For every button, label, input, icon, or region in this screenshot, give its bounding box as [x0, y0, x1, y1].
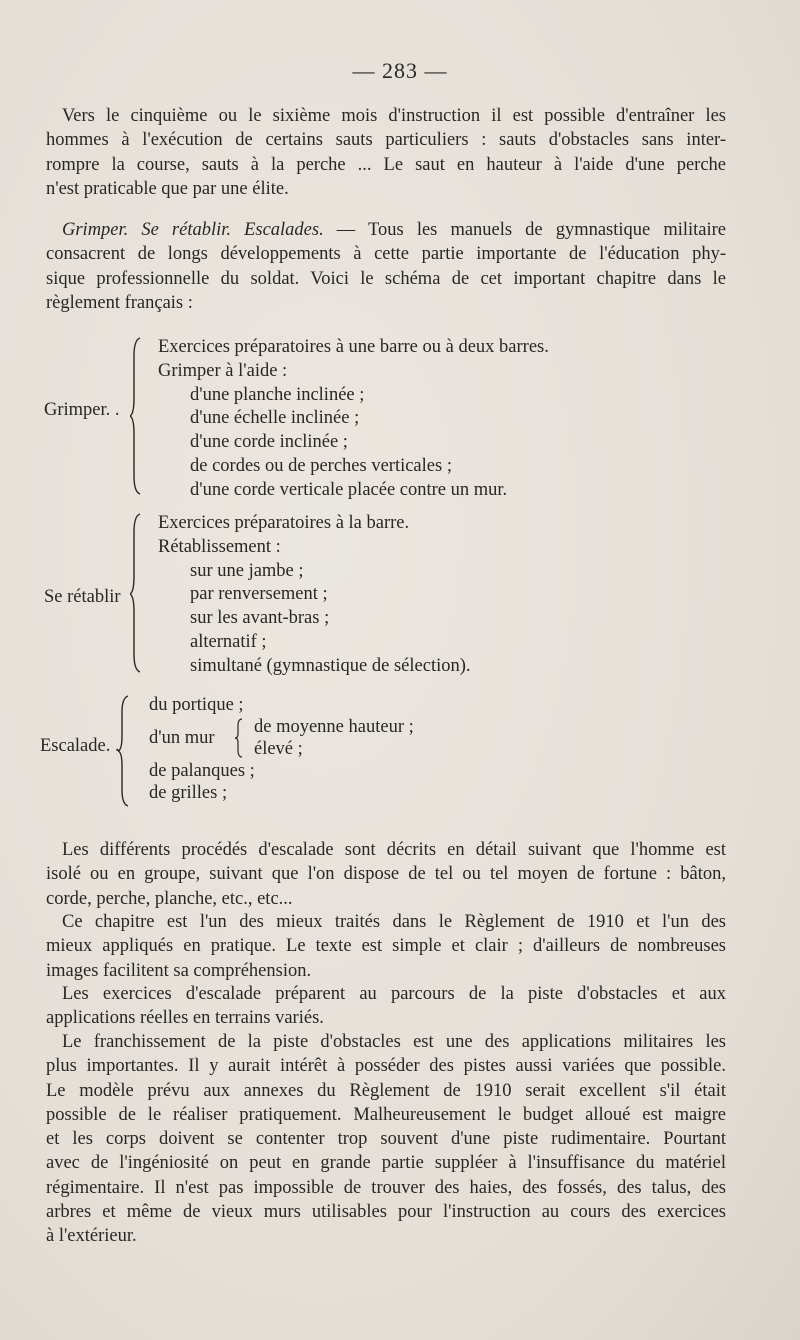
list-item: de cordes ou de perches verticales ;	[190, 455, 452, 476]
list-item: d'une échelle inclinée ;	[190, 408, 360, 429]
grimper-list	[158, 336, 549, 503]
list-item: simultané (gymnastique de sélection).	[190, 655, 471, 676]
mur-group	[149, 716, 414, 760]
list-item: par renversement ;	[190, 584, 328, 605]
section-heading-rest: — Tous les manuels de gymnastique militaire	[336, 220, 726, 240]
text-line: Le franchissement de la piste d'obstacles est une des applications militaires les	[62, 1032, 726, 1052]
body-paragraph	[46, 1030, 726, 1249]
text-line: avec de l'ingéniosité on peut en grande partie suppléer à l'insuffisance du matériel	[46, 1153, 726, 1174]
list-item: élevé ;	[254, 739, 303, 759]
list-item: Exercices préparatoires à la barre.	[158, 513, 410, 533]
text-line: Le modèle prévu aux annexes du Règlement de 1910 serait excellent s'il était	[46, 1080, 726, 1101]
list-item: Rétablissement :	[158, 536, 281, 557]
mur-brace	[234, 716, 244, 766]
text-line: règlement français :	[46, 292, 193, 313]
list-item: de palanques ;	[149, 761, 255, 781]
text-line: plus importantes. Il y aurait intérêt à posséder des pistes aussi variées que possible.	[46, 1056, 726, 1077]
text-line: n'est praticable que par une élite.	[46, 178, 289, 199]
list-item: alternatif ;	[190, 631, 267, 652]
text-line: Vers le cinquième ou le sixième mois d'instruction il est possible d'entraîner les	[62, 106, 726, 126]
list-item: de grilles ;	[149, 783, 228, 803]
text-line: sique professionnelle du soldat. Voici le schéma de cet important chapitre dans le	[46, 268, 726, 289]
text-line: Les différents procédés d'escalade sont décrits en détail suivant que l'homme est	[62, 840, 726, 860]
escalade-label: Escalade. .	[40, 736, 120, 756]
text-line: Ce chapitre est l'un des mieux traités dans le Règlement de 1910 et l'un des	[62, 912, 726, 932]
text-line: applications réelles en terrains variés.	[46, 1008, 324, 1029]
retablir-brace	[130, 512, 144, 674]
section-paragraph	[46, 218, 726, 315]
grimper-label: Grimper. .	[44, 400, 120, 420]
section-heading: Grimper. Se rétablir. Escalades.	[62, 220, 324, 240]
page-number: — 283 —	[352, 58, 448, 83]
text-line: mieux appliqués en pratique. Le texte est simple et clair ; d'ailleurs de nombreuses	[46, 936, 726, 957]
text-line: consacrent de longs développements à cette partie importante de l'éducation phy-	[46, 244, 726, 265]
list-item: de moyenne hauteur ;	[254, 717, 414, 737]
escalade-list	[149, 694, 414, 804]
list-item: sur les avant-bras ;	[190, 608, 330, 629]
list-item: sur une jambe ;	[190, 560, 304, 581]
retablir-label: Se rétablir	[44, 587, 121, 607]
text-line: corde, perche, planche, etc., etc...	[46, 888, 293, 909]
intro-paragraph	[46, 104, 726, 201]
list-item: d'une planche inclinée ;	[190, 384, 365, 405]
text-line: régimentaire. Il n'est pas impossible de trouver des haies, des fossés, des talus, des	[46, 1177, 726, 1198]
text-line: images facilitent sa compréhension.	[46, 960, 312, 981]
body-paragraph	[46, 910, 726, 983]
text-line: possible de le réaliser pratiquement. Malheureusement le budget alloué est maigre	[46, 1104, 726, 1125]
list-item: d'une corde inclinée ;	[190, 432, 348, 453]
escalade-brace	[118, 694, 132, 808]
text-line: rompre la course, sauts à la perche ... Le saut en hauteur à l'aide d'une perche	[46, 154, 726, 175]
text-line: Les exercices d'escalade préparent au parcours de la piste d'obstacles et aux	[62, 984, 726, 1004]
text-line: et les corps doivent se contenter trop souvent d'une piste rudimentaire. Pourtant	[46, 1129, 726, 1150]
list-item: Grimper à l'aide :	[158, 360, 288, 381]
retablir-list	[158, 512, 471, 679]
body-paragraph	[46, 982, 726, 1031]
grimper-brace	[130, 336, 144, 496]
text-line	[46, 218, 726, 242]
body-paragraph	[46, 838, 726, 911]
text-line: hommes à l'exécution de certains sauts particuliers : sauts d'obstacles sans inter-	[46, 130, 726, 151]
text-line: isolé ou en groupe, suivant que l'on dispose de tel ou tel moyen de fortune : bâton,	[46, 864, 726, 885]
text-line: arbres et même de vieux murs utilisables pour l'instruction au cours des exercices	[46, 1202, 726, 1223]
list-item: d'un mur	[149, 728, 215, 748]
text-line: à l'extérieur.	[46, 1226, 137, 1247]
list-item: d'une corde verticale placée contre un mur.	[190, 479, 508, 500]
list-item: Exercices préparatoires à une barre ou à deux barres.	[158, 337, 549, 357]
list-item: du portique ;	[149, 695, 244, 715]
